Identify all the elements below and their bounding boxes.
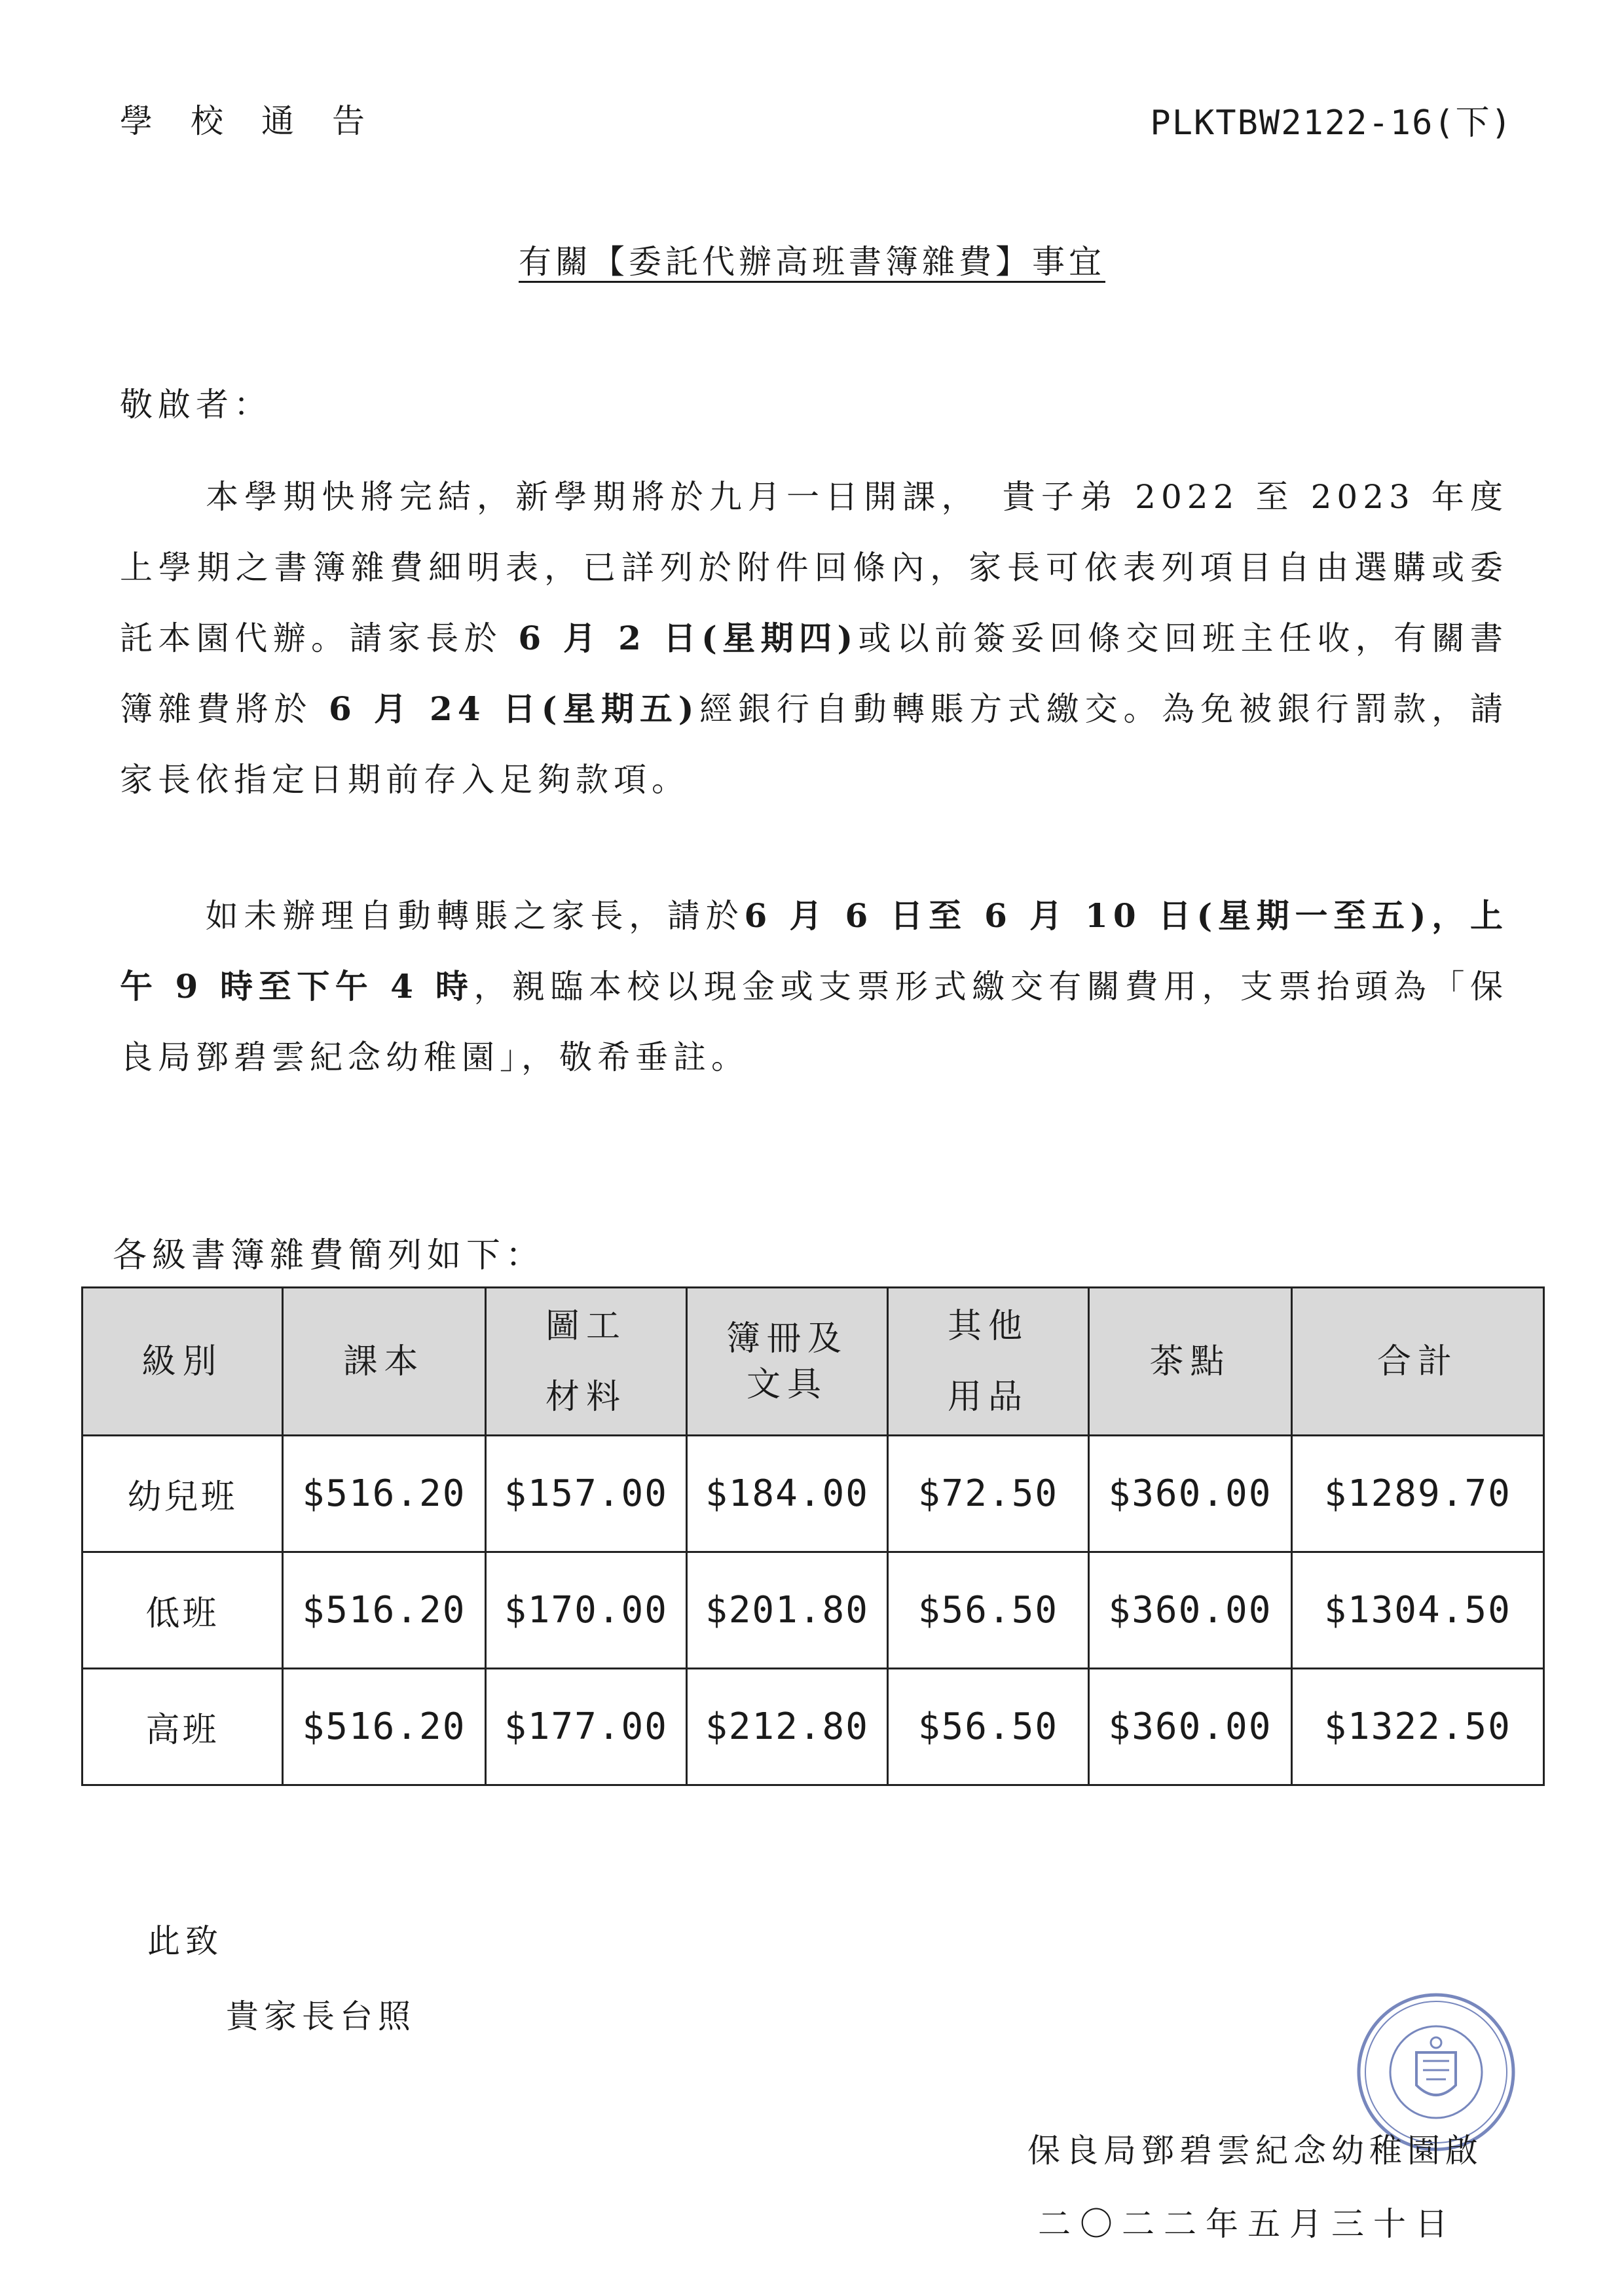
closing-line-1: 此致 <box>147 1922 223 1960</box>
para1-text-3: 經銀行自動轉賬方式繳交。為免被銀行罰款，請家長依指定日期前存入足夠款項。 <box>120 690 1508 799</box>
cell-total: $1289.70 <box>1292 1436 1544 1552</box>
cell-craft: $157.00 <box>486 1436 687 1552</box>
cell-total: $1322.50 <box>1292 1669 1544 1785</box>
cell-textbook: $516.20 <box>283 1552 486 1669</box>
header-textbook: 課本 <box>283 1288 486 1436</box>
para1-text-1: 本學期快將完結，新學期將於九月一日開課， 貴子弟 2022 至 2023 年度上學期之書簿雜費細明表，已詳列於附件回條內，家長可依表列項目自由選購或委託本園代辦。請家長於 <box>120 478 1508 657</box>
header-other-line1: 其他 <box>947 1306 1029 1346</box>
paragraph-fees-intro <box>120 462 1508 815</box>
cell-craft: $177.00 <box>486 1669 687 1785</box>
cell-grade: 高班 <box>83 1669 283 1785</box>
cell-snacks: $360.00 <box>1089 1552 1292 1669</box>
notice-title <box>0 236 1624 283</box>
table-row <box>83 1552 1544 1669</box>
cell-craft: $170.00 <box>486 1552 687 1669</box>
para1-reply-deadline: 6 月 2 日(星期四) <box>518 619 858 657</box>
closing-line-2: 貴家長台照 <box>226 1997 416 2035</box>
header-books-line2: 文具 <box>746 1364 828 1404</box>
cell-books: $184.00 <box>687 1436 888 1552</box>
table-row <box>83 1669 1544 1785</box>
para2-text-2: ，親臨本校以現金或支票形式繳交有關費用，支票抬頭為「保良局鄧碧雲紀念幼稚園」，敬希垂註。 <box>120 968 1509 1076</box>
cell-grade: 低班 <box>83 1552 283 1669</box>
notice-title-text: 有關【委託代辦高班書簿雜費】事宜 <box>519 243 1105 281</box>
fee-table <box>81 1286 1545 1786</box>
cell-snacks: $360.00 <box>1089 1436 1292 1552</box>
header-total: 合計 <box>1292 1288 1544 1436</box>
cell-other: $56.50 <box>888 1669 1089 1785</box>
cell-total: $1304.50 <box>1292 1552 1544 1669</box>
header-grade: 級別 <box>83 1288 283 1436</box>
header-craft-line2: 材料 <box>545 1377 627 1417</box>
header-craft-line1: 圖工 <box>545 1306 627 1346</box>
cell-grade: 幼兒班 <box>83 1436 283 1552</box>
notice-label: 學校通告 <box>120 102 403 140</box>
cell-books: $201.80 <box>687 1552 888 1669</box>
table-row <box>83 1436 1544 1552</box>
header-other-line2: 用品 <box>947 1377 1029 1417</box>
header-other-items <box>888 1288 1089 1436</box>
header-snacks: 茶點 <box>1089 1288 1292 1436</box>
notice-reference-number: PLKTBW2122-16(下) <box>1150 103 1513 143</box>
cell-textbook: $516.20 <box>283 1669 486 1785</box>
signature-school-name: 保良局鄧碧雲紀念幼稚園啟 <box>1027 2132 1483 2170</box>
para2-payment-period: 6 月 6 日至 6 月 10 日(星期一至五)，上午 9 時至下午 4 時 <box>120 896 1509 1006</box>
fee-table-caption: 各級書簿雜費簡列如下： <box>113 1236 545 1275</box>
cell-textbook: $516.20 <box>283 1436 486 1552</box>
paragraph-payment-in-person <box>120 881 1508 1093</box>
notice-date: 二〇二二年五月三十日 <box>1038 2205 1457 2243</box>
cell-books: $212.80 <box>687 1669 888 1785</box>
para2-text-1: 如未辦理自動轉賬之家長，請於 <box>205 897 745 935</box>
fee-table-header-row <box>83 1288 1544 1436</box>
cell-other: $56.50 <box>888 1552 1089 1669</box>
para1-debit-date: 6 月 24 日(星期五) <box>328 689 699 728</box>
header-craft-materials <box>486 1288 687 1436</box>
cell-snacks: $360.00 <box>1089 1669 1292 1785</box>
para1-text-2: 或以前簽妥回條交回班主任收，有關書簿雜費將於 <box>120 619 1508 728</box>
cell-other: $72.50 <box>888 1436 1089 1552</box>
salutation: 敬啟者： <box>120 386 272 424</box>
header-books-stationery <box>687 1288 888 1436</box>
header-books-line1: 簿冊及 <box>726 1319 848 1358</box>
